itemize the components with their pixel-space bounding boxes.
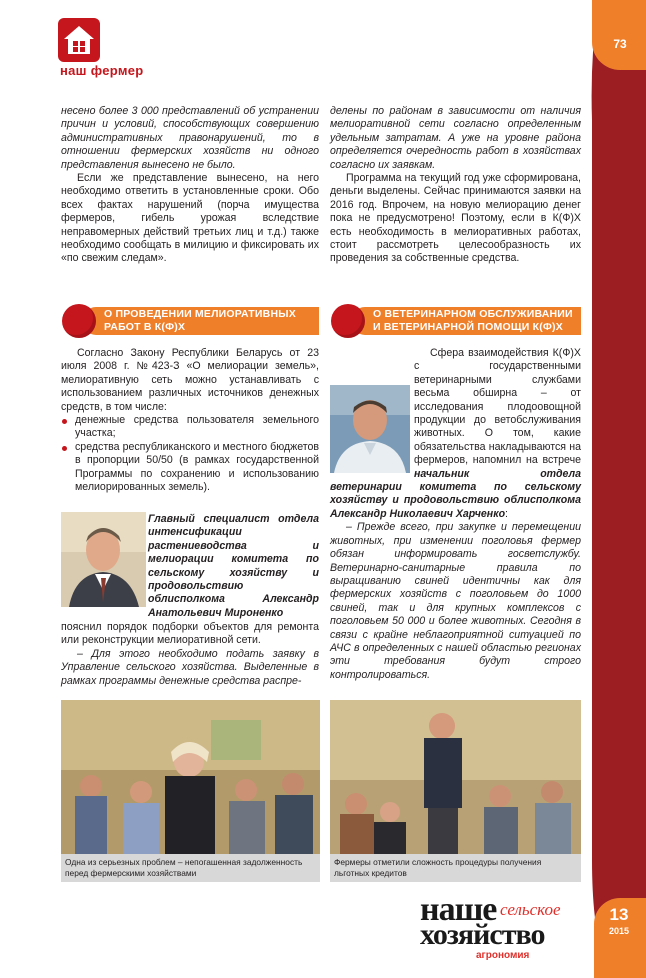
brand-logo-script: сельское [500, 900, 561, 919]
left-speaker-block-top [148, 513, 319, 620]
section-bullet-icon [62, 304, 96, 338]
right-paragraph-3: Сфера взаимодействия К(Ф)Х с государственными ветеринарными службами весьма обширна – от исследования плодоовощной продукции до ветобслуживания животных. О том, какие обязательства накладываются на фермеров, напомнил на встрече начальник отдела ветеринарии комитета по сельскому хозяйству и продовольствию облисполкома Александр Николаевич Харченко: [330, 347, 581, 520]
meeting-photo-left [61, 700, 320, 854]
left-column-top [61, 105, 319, 266]
house-logo-icon [58, 18, 100, 62]
section-title-line-1: О ВЕТЕРИНАРНОМ ОБСЛУЖИВАНИИ [373, 308, 573, 320]
portrait-mironenko [61, 512, 146, 607]
speaker-explanation: пояснил порядок подборки объектов для ремонта или реконструкции мелиоративной сети. [61, 621, 319, 647]
speaker-name-mironenko: Главный специалист отдела интенсификации растениеводства и мелиорации комитета по сельскому хозяйству и продовольствию облисполкома Александр Анатольевич Мироненко [148, 513, 319, 619]
left-column-bottom [61, 621, 319, 688]
top-corner-band [592, 0, 646, 70]
section-title-line-1: О ПРОВЕДЕНИИ МЕЛИОРАТИВНЫХ [104, 308, 296, 320]
right-paragraph-2: Программа на текущий год уже сформирована, деньги выделены. Сейчас принимаются заявки на 2016 год. Впрочем, на новую мелиорацию денег пока не предусмотрено! Поэтому, если в К(Ф)Х есть необходимость в мелиоративных работах, стоит рассмотреть целесообразность их проведения за собственные средства. [330, 172, 581, 265]
section-logo-text: наш фермер [60, 63, 144, 78]
bullet-icon [62, 446, 67, 451]
section-title-line-2: РАБОТ В К(Ф)Х [104, 321, 186, 333]
right-paragraph-1: делены по районам в зависимости от наличия мелиоративной сети согласно определенным удельным затратам. А уже на уровне района определяется очередность работ в хозяйствах согласно их заявкам. [330, 105, 581, 171]
brand-logo-subtitle: агрономия [476, 950, 530, 961]
speaker-name-kharchenko: начальник отдела ветеринарии комитета по сельскому хозяйству и продовольствию облисполкома Александр Николаевич Харченко [330, 467, 581, 520]
top-page-number: 73 [613, 37, 627, 51]
caption-right: Фермеры отметили сложность процедуры получения льготных кредитов [330, 854, 581, 882]
brand-logo-line-2: хозяйство [420, 918, 545, 951]
bullet-item: средства республиканского и местного бюджетов в пропорции 50/50 (в рамках государственной Программы по сохранению и использованию мелиорированных земель). [61, 441, 319, 495]
right-column-middle [330, 347, 581, 682]
caption-left: Одна из серьезных проблем – непогашенная задолженность перед фермерскими хозяйствами [61, 854, 320, 882]
brand-logo-line-1: наше [420, 891, 497, 928]
bullet-icon [62, 419, 67, 424]
bullet-item: денежные средства пользователя земельного участка; [61, 414, 319, 441]
right-quote: – Прежде всего, при закупке и перемещении животных, при изменении поголовья фермер обязан информировать госветслужбу. Ветеринарно-санитарные правила по выращиванию свиней идентичны как для фермерских хозяйств с поголовьем до 1000 свиней, так и для крупных комплексов с поголовьем 50 000 и более животных. Сегодня в связи с крайне неблагоприятной ситуацией по АЧС в определенных с нашей областью регионах эти требования будут строго контролироваться. [330, 521, 581, 681]
section-header-veterinary [331, 304, 581, 338]
section-bullet-icon [331, 304, 365, 338]
page-number: 13 [609, 905, 629, 924]
section-title-line-2: И ВЕТЕРИНАРНОЙ ПОМОЩИ К(Ф)Х [373, 321, 563, 333]
left-paragraph-1: несено более 3 000 представлений об устранении причин и условий, способствующих совершению административных правонарушений, то в отношении фермерских хозяйств ни одного представления вынесено не было. [61, 105, 319, 171]
right-column-top [330, 105, 581, 266]
section-header-melioration [62, 304, 319, 338]
left-paragraph-2: Если же представление вынесено, на него необходимо ответить в установленные сроки. Обо всех фактах нарушений (порча имущества фермеров, гибель урожая вследствие неправомерных действий третьих лиц и т.д.) также необходимо сообщать в милицию и фиксировать их «по свежим следам». [61, 172, 319, 265]
left-quote: – Для этого необходимо подать заявку в Управление сельского хозяйства. Выделенные в рамках программы денежные средства распре- [61, 647, 319, 687]
left-column-middle [61, 347, 319, 494]
left-paragraph-3: Согласно Закону Республики Беларусь от 23 июля 2008 г. №423-З «О мелиорации земель», мелиоративную сеть можно устанавливать с использованием различных источников денежных средств, в том числе: [61, 347, 319, 413]
meeting-photo-right [330, 700, 581, 854]
issue-year: 2015 [608, 926, 630, 936]
